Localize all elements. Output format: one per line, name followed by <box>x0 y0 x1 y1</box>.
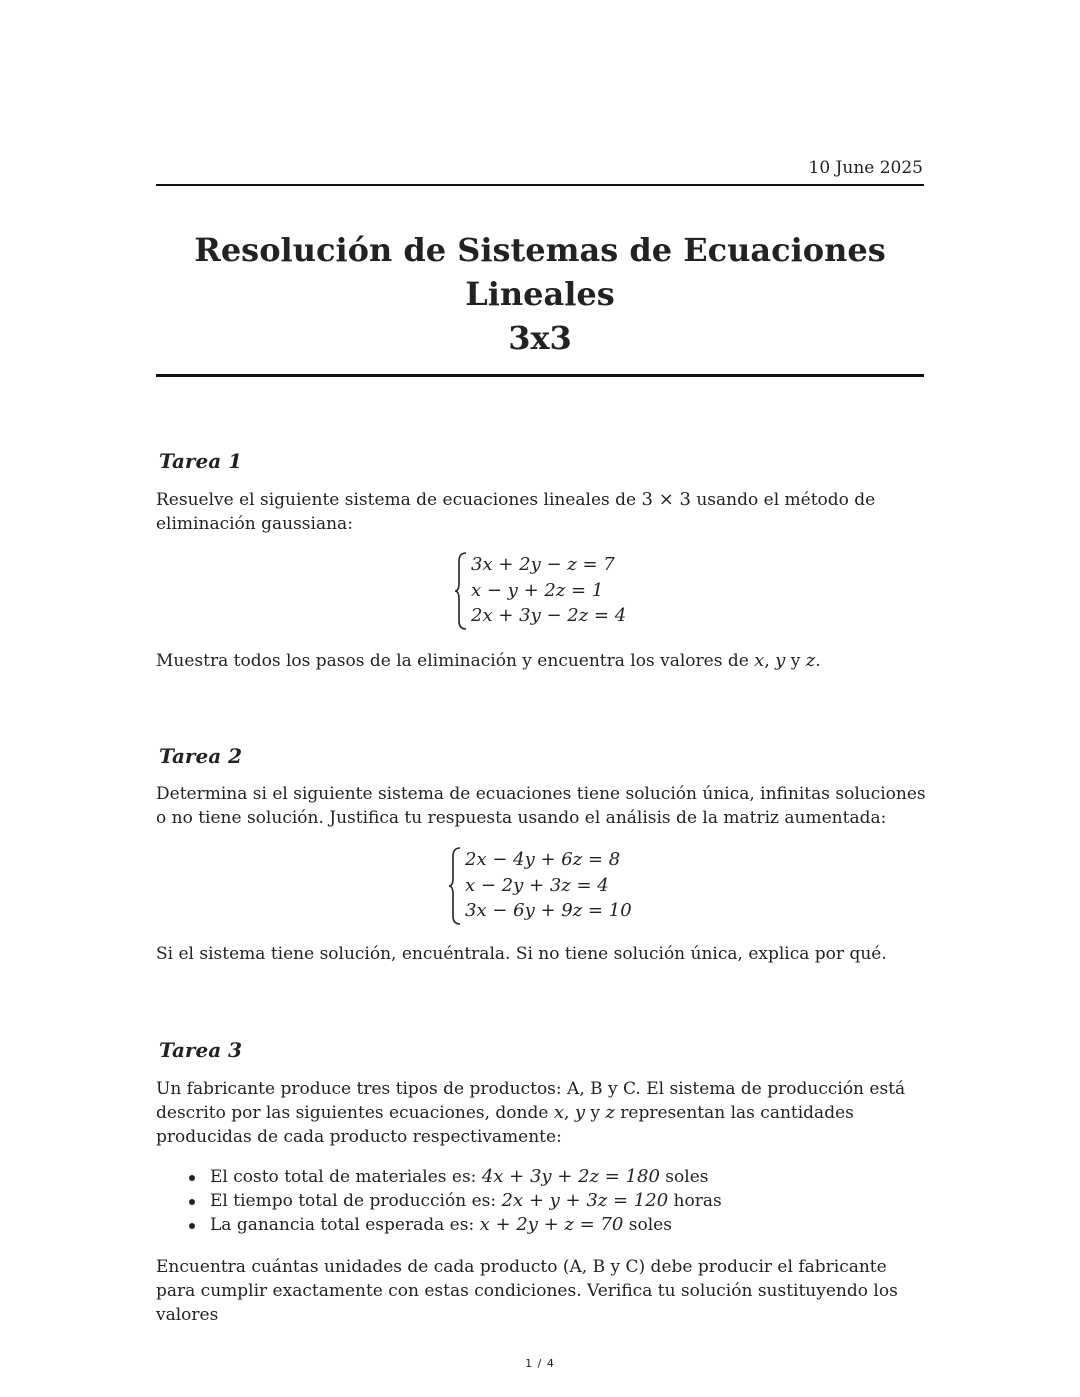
separator: , <box>564 1103 575 1123</box>
task-1-intro-text-a: Resuelve el siguiente sistema de ecuaciones lineales de <box>156 490 642 510</box>
task-1-outro <box>156 649 926 673</box>
var-z: z <box>805 650 816 671</box>
page-number: 1 / 4 <box>525 1357 555 1370</box>
left-brace <box>449 847 461 924</box>
task-1-outro-text: Muestra todos los pasos de la eliminación y encuentra los valores de <box>156 651 755 671</box>
task-3-intro-text-a: Un fabricante produce tres tipos de productos: A, B y C. El sistema de producción está descrito por las siguientes ecuaciones, donde <box>156 1079 906 1123</box>
var-x: x <box>754 650 765 671</box>
left-brace <box>455 552 467 629</box>
task-2-intro: Determina si el siguiente sistema de ecuaciones tiene solución única, infinitas soluciones o no tiene solución. Justifica tu respuesta usando el análisis de la matriz aumentada: <box>156 784 926 828</box>
task-3-intro <box>156 1077 926 1149</box>
title-line-2: 3x3 <box>508 319 572 357</box>
task-1-equations <box>467 552 626 629</box>
task-2-equation-system <box>449 847 632 924</box>
task-2-equations <box>461 847 632 924</box>
equation: x − 2y + 3z = 4 <box>465 874 609 896</box>
task-2-heading: Tarea 2 <box>159 744 243 768</box>
var-x: x <box>553 1102 564 1123</box>
condition-unit: soles <box>623 1215 672 1235</box>
document-date: 10 June 2025 <box>808 158 923 178</box>
condition-label: El costo total de materiales es: <box>210 1167 482 1187</box>
list-item <box>156 1165 722 1189</box>
title-line-1: Resolución de Sistemas de Ecuaciones Lineales <box>194 231 886 313</box>
document-title <box>156 228 924 360</box>
header-rule <box>156 184 924 186</box>
title-rule <box>156 374 924 377</box>
equation: x − y + 2z = 1 <box>471 579 604 601</box>
condition-label: El tiempo total de producción es: <box>210 1191 502 1211</box>
list-item <box>156 1189 722 1213</box>
condition-label: La ganancia total esperada es: <box>210 1215 480 1235</box>
task-1-equation-system <box>455 552 626 629</box>
list-item <box>156 1213 722 1237</box>
equation: 2x − 4y + 6z = 8 <box>465 849 621 870</box>
task-3-outro: Encuentra cuántas unidades de cada producto (A, B y C) debe producir el fabricante para cumplir exactamente con estas condiciones. Verifica tu solución sustituyendo los valores <box>156 1257 898 1325</box>
var-z: z <box>605 1102 615 1123</box>
var-y: y <box>775 650 786 671</box>
condition-equation: 4x + 3y + 2z = 180 <box>481 1166 660 1187</box>
task-3-intro-text-b: representan las cantidades producidas de cada producto respectivamente: <box>156 1103 854 1147</box>
condition-unit: soles <box>659 1167 709 1187</box>
equation: 3x − 6y + 9z = 10 <box>465 900 632 921</box>
period: . <box>815 651 821 671</box>
task-3-conditions-list <box>156 1165 722 1237</box>
separator: y <box>584 1103 606 1123</box>
var-y: y <box>574 1102 585 1123</box>
condition-unit: horas <box>668 1191 722 1211</box>
separator: y <box>785 651 806 671</box>
separator: , <box>764 651 776 671</box>
task-1-heading: Tarea 1 <box>159 449 243 473</box>
condition-equation: 2x + y + 3z = 120 <box>501 1190 669 1211</box>
task-1-intro-text-b: usando el método de eliminación gaussiana: <box>156 490 876 534</box>
condition-equation: x + 2y + z = 70 <box>479 1214 624 1235</box>
task-2-outro: Si el sistema tiene solución, encuéntrala. Si no tiene solución única, explica por qué. <box>156 944 887 964</box>
task-1-intro <box>156 488 926 536</box>
equation: 2x + 3y − 2z = 4 <box>471 605 627 626</box>
task-3-heading: Tarea 3 <box>159 1038 243 1062</box>
equation: 3x + 2y − z = 7 <box>471 554 615 575</box>
task-1-intro-math: 3 × 3 <box>641 489 691 510</box>
